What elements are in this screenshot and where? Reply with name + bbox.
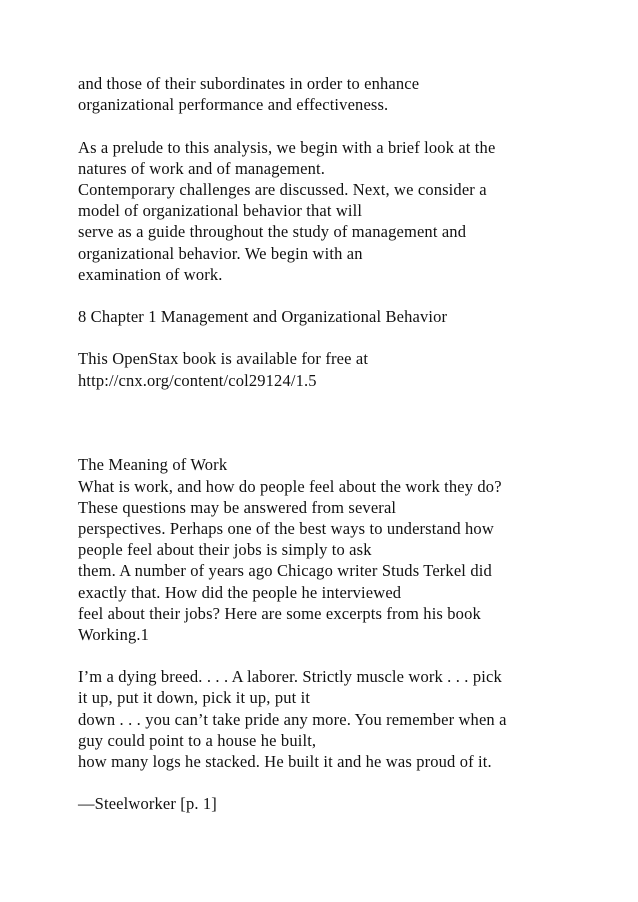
text-line: organizational performance and effectiveness. bbox=[78, 95, 389, 115]
quote-line: I’m a dying breed. . . . A laborer. Strictly muscle work . . . pick bbox=[78, 667, 502, 687]
paragraph-gap bbox=[78, 327, 618, 348]
text-line: and those of their subordinates in order to enhance bbox=[78, 74, 420, 93]
running-header bbox=[78, 306, 618, 327]
paragraph-prelude bbox=[78, 137, 618, 285]
section-gap bbox=[78, 391, 618, 455]
paragraph-gap bbox=[78, 645, 618, 666]
quote-line: it up, put it down, pick it up, put it bbox=[78, 688, 311, 708]
quote-line: how many logs he stacked. He built it and he was proud of it. bbox=[78, 752, 492, 772]
text-line: them. A number of years ago Chicago writer Studs Terkel did bbox=[78, 561, 492, 581]
text-line: examination of work. bbox=[78, 264, 223, 284]
url-line: http://cnx.org/content/col29124/1.5 bbox=[78, 370, 317, 390]
text-line: people feel about their jobs is simply to ask bbox=[78, 540, 372, 560]
chapter-header-line: 8 Chapter 1 Management and Organizational Behavior bbox=[78, 307, 448, 327]
paragraph-intro bbox=[78, 73, 618, 115]
text-line: Working.1 bbox=[78, 624, 150, 644]
text-line: This OpenStax book is available for free at bbox=[78, 349, 369, 369]
text-line: organizational behavior. We begin with an bbox=[78, 243, 363, 263]
paragraph-gap bbox=[78, 115, 618, 136]
openstax-notice bbox=[78, 348, 618, 390]
text-line: serve as a guide throughout the study of management and bbox=[78, 222, 467, 242]
text-line: exactly that. How did the people he interviewed bbox=[78, 582, 402, 602]
text-line: These questions may be answered from several bbox=[78, 497, 397, 517]
text-line: Contemporary challenges are discussed. Next, we consider a bbox=[78, 179, 487, 199]
text-line: As a prelude to this analysis, we begin with a brief look at the bbox=[78, 137, 496, 157]
text-line: perspectives. Perhaps one of the best ways to understand how bbox=[78, 518, 494, 538]
text-line: What is work, and how do people feel about the work they do? bbox=[78, 476, 502, 496]
paragraph-gap bbox=[78, 285, 618, 306]
quote-line: guy could point to a house he built, bbox=[78, 730, 317, 750]
quote-line: down . . . you can’t take pride any more. You remember when a bbox=[78, 709, 507, 729]
section-heading: The Meaning of Work bbox=[78, 455, 228, 475]
section-meaning-of-work bbox=[78, 454, 618, 645]
attribution-line: —Steelworker [p. 1] bbox=[78, 794, 217, 814]
text-line: feel about their jobs? Here are some excerpts from his book bbox=[78, 603, 481, 623]
document-text bbox=[78, 73, 618, 815]
quote-attribution bbox=[78, 793, 618, 814]
paragraph-gap bbox=[78, 772, 618, 793]
text-line: natures of work and of management. bbox=[78, 158, 326, 178]
quote-steelworker bbox=[78, 666, 618, 772]
text-line: model of organizational behavior that will bbox=[78, 201, 363, 221]
